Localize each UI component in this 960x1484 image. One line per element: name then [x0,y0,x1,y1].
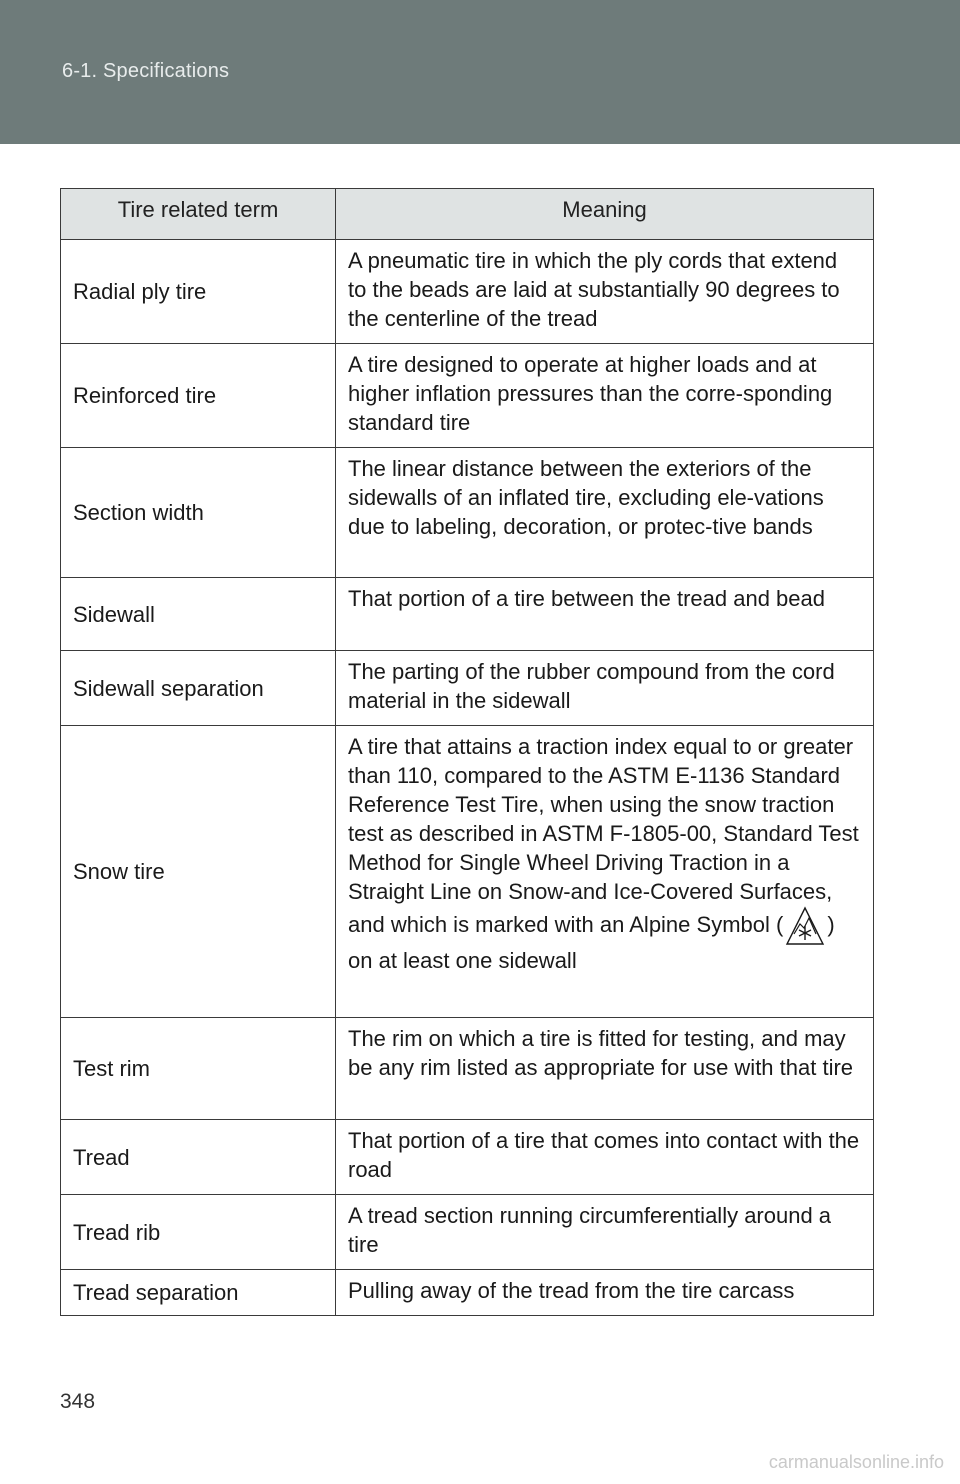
meaning-cell: Pulling away of the tread from the tire carcass [336,1270,874,1316]
table-row [61,1195,874,1270]
column-header-meaning: Meaning [336,189,874,240]
meaning-cell: The parting of the rubber compound from the cord material in the sidewall [336,651,874,726]
section-title: 6-1. Specifications [62,60,230,82]
meaning-cell: A tire designed to operate at higher loads and at higher inflation pressures than the corre-sponding standard tire [336,344,874,448]
term-cell: Section width [61,448,336,578]
column-header-term: Tire related term [61,189,336,240]
meaning-text-continued: ) on at least one sidewall [348,911,835,973]
meaning-cell [336,726,874,1018]
page-header [0,0,960,144]
meaning-cell: The rim on which a tire is fitted for testing, and may be any rim listed as appropriate for use with that tire [336,1018,874,1120]
term-cell: Sidewall [61,578,336,651]
term-cell: Tread separation [61,1270,336,1316]
page-number: 348 [60,1390,96,1413]
term-cell: Test rim [61,1018,336,1120]
alpine-snowflake-icon [785,906,825,946]
term-cell: Reinforced tire [61,344,336,448]
tire-terms-table [60,188,874,1316]
table-row [61,1270,874,1316]
term-cell: Snow tire [61,726,336,1018]
term-cell: Tread [61,1120,336,1195]
meaning-cell: The linear distance between the exteriors of the sidewalls of an inflated tire, excluding ele-vations due to labeling, decoration, or protec-tive bands [336,448,874,578]
table-row [61,344,874,448]
table-row [61,1018,874,1120]
meaning-cell: A pneumatic tire in which the ply cords that extend to the beads are laid at substantially 90 degrees to the centerline of the tread [336,240,874,344]
table-row [61,1120,874,1195]
table-row [61,578,874,651]
term-cell: Radial ply tire [61,240,336,344]
table-row [61,651,874,726]
term-cell: Tread rib [61,1195,336,1270]
term-cell: Sidewall separation [61,651,336,726]
meaning-cell: That portion of a tire that comes into contact with the road [336,1120,874,1195]
table-row [61,240,874,344]
meaning-cell: That portion of a tire between the tread and bead [336,578,874,651]
meaning-cell: A tread section running circumferentially around a tire [336,1195,874,1270]
table-row [61,448,874,578]
watermark: carmanualsonline.info [768,1452,944,1472]
table-header-row [61,189,874,240]
table-row [61,726,874,1018]
meaning-text: A tire that attains a traction index equal to or greater than 110, compared to the ASTM E-1136 Standard Reference Test Tire, when using the snow traction test as described in ASTM F-1805-00, Standard Test Method for Single Wheel Driving Traction in a Straight Line on Snow-and Ice-Covered Surfaces, and which is marked with an Alpine Symbol ( [348,734,859,937]
